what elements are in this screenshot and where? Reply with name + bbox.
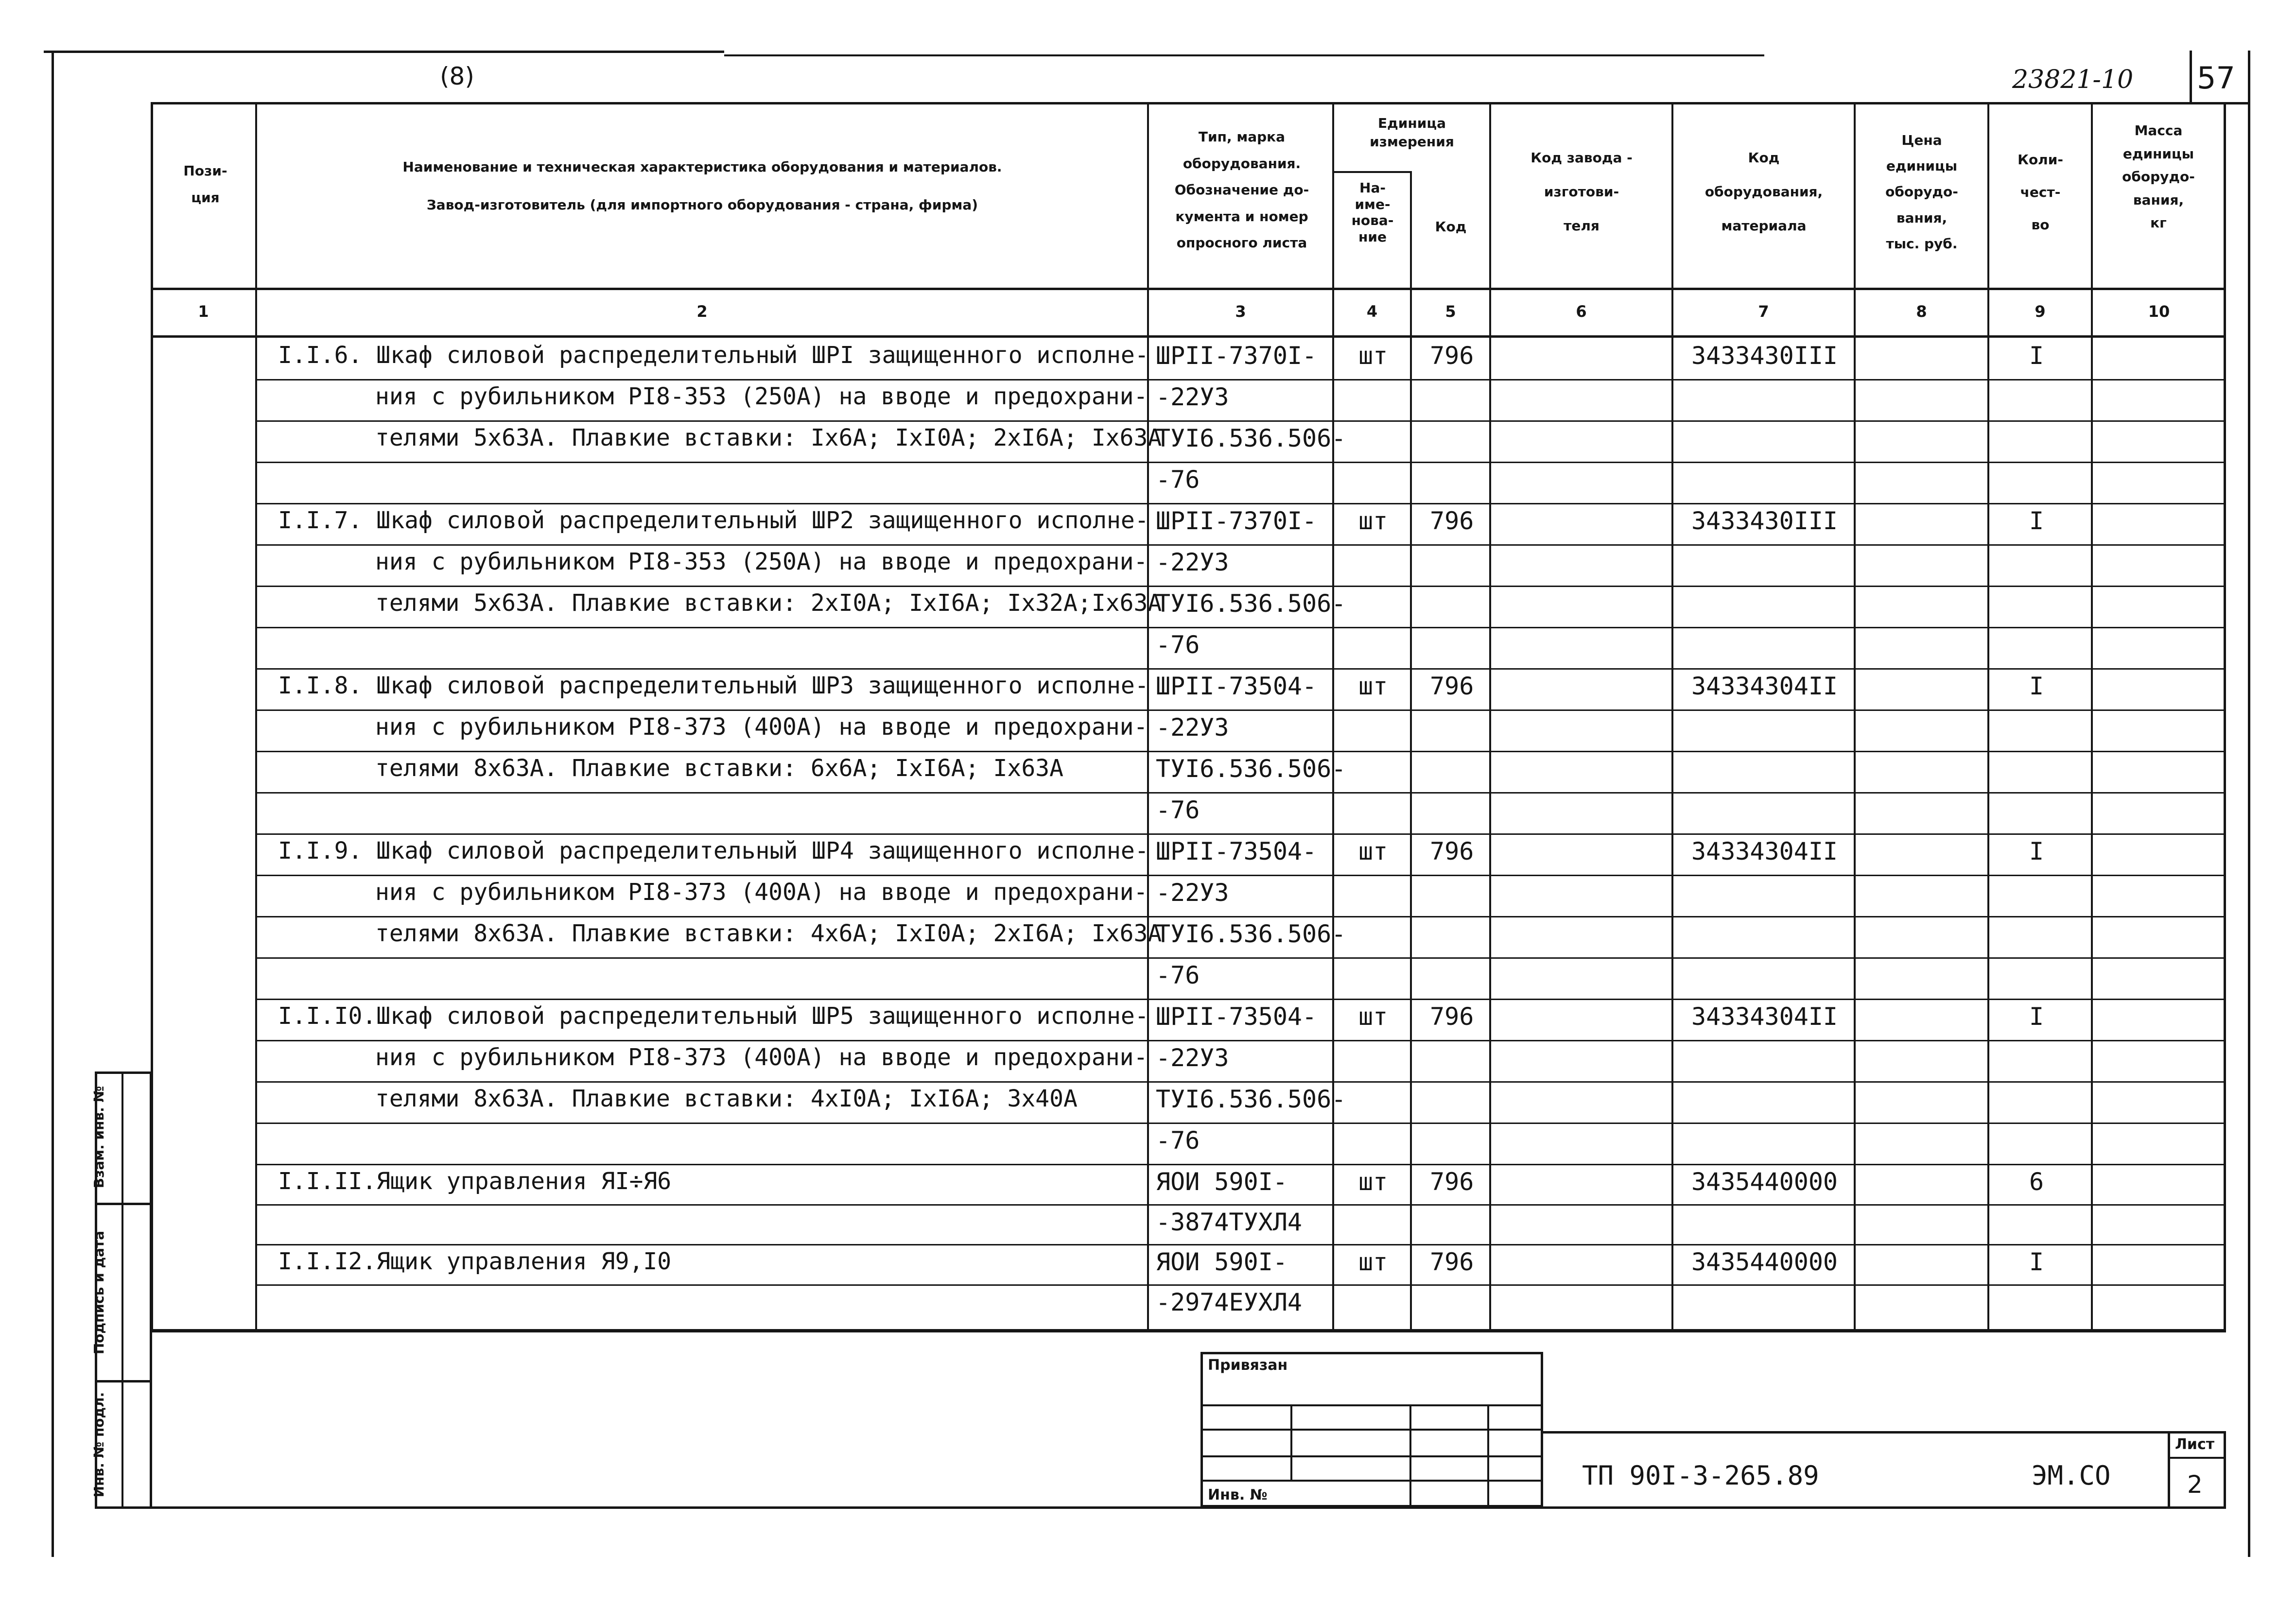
column-number: 6 (1576, 302, 1587, 321)
cell-type: ТУI6.536.506- (1156, 920, 1346, 948)
linked-col-3 (1487, 1404, 1489, 1506)
cell-type: ТУI6.536.506- (1156, 1085, 1346, 1113)
cell-type: -22У3 (1156, 548, 1229, 576)
cell-type: ШРII-73504- (1156, 837, 1317, 865)
cell-unit-code: 796 (1430, 342, 1474, 370)
row-line (256, 999, 2226, 1000)
page-number-box-left (2190, 51, 2192, 104)
cell-equip-code: 3435440000 (1691, 1248, 1838, 1276)
header-bottom-line (151, 288, 2226, 290)
row-line (256, 1204, 2226, 1206)
header-position: Пози- ция (183, 163, 227, 206)
cell-type: -76 (1156, 631, 1200, 659)
cell-name: ния с рубильником PI8-373 (400A) на вводе и предохрани- (375, 1044, 1148, 1071)
row-line (256, 875, 2226, 876)
column-number: 3 (1235, 302, 1246, 321)
cell-name: ния с рубильником PI8-353 (250A) на вводе и предохрани- (375, 548, 1148, 575)
row-line (256, 1284, 2226, 1286)
frame-top-line-right (724, 54, 1764, 56)
header-type: Тип, марка оборудования. Обозначение до- кумента и номер опросного листа (1174, 129, 1309, 251)
cell-type: ШРII-7370I- (1156, 342, 1317, 370)
cell-type: -76 (1156, 961, 1200, 989)
cell-type: -22У3 (1156, 1044, 1229, 1072)
cell-type: -76 (1156, 466, 1200, 494)
cell-quantity: I (2029, 837, 2044, 865)
header-name: Наименование и техническая характеристика оборудования и материалов. Завод-изготовитель (для импортного оборудования - страна, фирма) (402, 159, 1002, 213)
frame-top-line (44, 51, 724, 53)
cell-equip-code: 34334304II (1691, 1002, 1838, 1031)
header-price: Цена единицы оборудо- вания, тыс. руб. (1885, 132, 1958, 252)
inv-no-sub-label: Инв. № подл. (91, 1392, 107, 1498)
linked-sep-1 (1200, 1404, 1543, 1406)
row-line (256, 1040, 2226, 1041)
inv-no-label: Инв. № (1208, 1486, 1268, 1503)
cell-unit: шт (1358, 1248, 1388, 1276)
linked-label: Привязан (1208, 1357, 1288, 1374)
cell-type: -76 (1156, 796, 1200, 824)
cell-type: -2974ЕУХЛ4 (1156, 1288, 1303, 1316)
header-quantity: Коли- чест- во (2018, 152, 2063, 233)
cell-name: I.I.II.Ящик управления ЯI÷Я6 (278, 1168, 672, 1195)
header-unit: Единица измерения (1370, 115, 1454, 150)
cell-name: ния с рубильником PI8-353 (250A) на вводе и предохрани- (375, 383, 1148, 410)
linked-sep-3 (1200, 1455, 1543, 1457)
cell-unit-code: 796 (1430, 1168, 1474, 1196)
cell-unit-code: 796 (1430, 672, 1474, 700)
column-number: 4 (1366, 302, 1378, 321)
column-line (1854, 102, 1856, 1331)
replace-inv-label: Взам. инв. № (91, 1086, 107, 1189)
cell-type: ЯОИ 590I- (1156, 1248, 1287, 1276)
cell-quantity: I (2029, 507, 2044, 535)
cell-unit-code: 796 (1430, 837, 1474, 865)
stamp-top-line (1543, 1431, 2226, 1434)
cell-quantity: I (2029, 1002, 2044, 1031)
row-line (256, 751, 2226, 752)
column-number: 1 (198, 302, 209, 321)
sheet-label: Лист (2175, 1436, 2215, 1453)
cell-name: I.I.6. Шкаф силовой распределительный ШРI защищенного исполне- (278, 342, 1149, 369)
cell-quantity: I (2029, 342, 2044, 370)
table-bottom-line (151, 1330, 2226, 1332)
title-block-top (151, 1506, 2226, 1509)
cell-type: ШРII-73504- (1156, 1002, 1317, 1031)
cell-unit: шт (1358, 672, 1388, 700)
cell-quantity: I (2029, 1248, 2044, 1276)
archive-number: 23821-10 (2012, 65, 2134, 94)
cell-type: -3874ТУХЛ4 (1156, 1208, 1303, 1236)
sheet-box-sep (2168, 1457, 2226, 1459)
linked-col-2 (1409, 1404, 1411, 1506)
row-line (256, 833, 2226, 835)
cell-unit: шт (1358, 507, 1388, 535)
cell-unit: шт (1358, 342, 1388, 370)
cell-equip-code: 34334304II (1691, 837, 1838, 865)
cell-quantity: I (2029, 672, 2044, 700)
cell-name: I.I.9. Шкаф силовой распределительный ШР4 защищенного исполне- (278, 837, 1149, 864)
cell-name: I.I.I0.Шкаф силовой распределительный ШР5 защищенного исполне- (278, 1002, 1149, 1030)
cell-type: ЯОИ 590I- (1156, 1168, 1287, 1196)
linked-sep-2 (1200, 1429, 1543, 1431)
row-line (256, 462, 2226, 463)
cell-type: -22У3 (1156, 383, 1229, 411)
side-stamp-sep-1 (95, 1203, 152, 1205)
number-row-bottom-line (151, 335, 2226, 338)
document-code: ТП 90I-3-265.89 (1582, 1460, 1819, 1491)
column-line (1671, 102, 1673, 1331)
cell-name: ния с рубильником PI8-373 (400A) на вводе и предохрани- (375, 879, 1148, 906)
header-plant-code: Код завода - изготови- теля (1531, 150, 1633, 234)
row-line (256, 379, 2226, 380)
cell-name: I.I.7. Шкаф силовой распределительный ШР2 защищенного исполне- (278, 507, 1149, 534)
cell-type: ШРII-73504- (1156, 672, 1317, 700)
frame-right-line (2248, 51, 2250, 1557)
column-number: 7 (1758, 302, 1769, 321)
cell-unit: шт (1358, 837, 1388, 865)
cell-name: телями 8х63А. Плавкие вставки: 4х6А; IхI0А; 2хI6А; Iх63А (375, 920, 1162, 947)
row-line (256, 544, 2226, 546)
cell-type: -22У3 (1156, 879, 1229, 907)
row-line (256, 1164, 2226, 1165)
cell-name: телями 5х63А. Плавкие вставки: 2хI0А; IхI6А; Iх32А;Iх63А (375, 589, 1162, 617)
cell-type: ШРII-7370I- (1156, 507, 1317, 535)
unit-split-line (1334, 171, 1411, 173)
cell-name: I.I.8. Шкаф силовой распределительный ШР3 защищенного исполне- (278, 672, 1149, 699)
row-line (256, 1123, 2226, 1124)
cell-type: ТУI6.536.506- (1156, 589, 1346, 618)
cell-name: телями 8х63А. Плавкие вставки: 4хI0А; IхI6А; 3х40А (375, 1085, 1078, 1112)
column-number: 2 (696, 302, 708, 321)
cell-name: ния с рубильником PI8-373 (400A) на вводе и предохрани- (375, 713, 1148, 741)
row-line (256, 916, 2226, 917)
cell-unit: шт (1358, 1168, 1388, 1196)
row-line (256, 503, 2226, 504)
document-mark: ЭМ.СО (2032, 1460, 2111, 1491)
cell-unit-code: 796 (1430, 1002, 1474, 1031)
cell-unit-code: 796 (1430, 1248, 1474, 1276)
cell-type: -22У3 (1156, 713, 1229, 742)
row-line (256, 420, 2226, 422)
row-line (256, 792, 2226, 794)
row-line (256, 586, 2226, 587)
header-equip-code: Код оборудования, материала (1705, 150, 1823, 234)
cell-quantity: 6 (2029, 1168, 2044, 1196)
column-line (1489, 102, 1491, 1331)
row-line (256, 1244, 2226, 1245)
side-stamp-divider (122, 1071, 123, 1509)
column-number: 9 (2035, 302, 2046, 321)
cell-equip-code: 34334304II (1691, 672, 1838, 700)
signature-date-label: Подпись и дата (91, 1230, 107, 1355)
linked-sep-4 (1200, 1480, 1543, 1482)
cell-unit: шт (1358, 1002, 1388, 1031)
row-line (256, 627, 2226, 628)
linked-col-1 (1290, 1404, 1292, 1480)
cell-equip-code: 3433430III (1691, 342, 1838, 370)
header-mass: Масса единицы оборудо- вания, кг (2122, 122, 2195, 231)
row-line (256, 709, 2226, 711)
cell-equip-code: 3433430III (1691, 507, 1838, 535)
cell-type: -76 (1156, 1126, 1200, 1155)
cell-name: телями 5х63А. Плавкие вставки: Iх6А; IхI0А; 2хI6А; Iх63А (375, 424, 1162, 451)
page-number: 57 (2197, 60, 2235, 96)
column-line (1332, 102, 1334, 1331)
column-line (1987, 102, 1989, 1331)
sheet-number: 2 (2187, 1470, 2203, 1499)
column-number: 10 (2148, 302, 2170, 321)
row-line (256, 1081, 2226, 1083)
cell-type: ТУI6.536.506- (1156, 424, 1346, 452)
header-unit-name: На- име- нова- ние (1351, 180, 1394, 245)
column-number: 5 (1445, 302, 1456, 321)
column-number: 8 (1916, 302, 1927, 321)
ref-mark: (8) (440, 62, 474, 90)
cell-name: I.I.I2.Ящик управления Я9,I0 (278, 1248, 672, 1275)
frame-left-line (52, 51, 54, 1557)
cell-equip-code: 3435440000 (1691, 1168, 1838, 1196)
column-line (2091, 102, 2093, 1331)
row-line (256, 668, 2226, 670)
row-line (256, 957, 2226, 959)
cell-type: ТУI6.536.506- (1156, 755, 1346, 783)
cell-name: телями 8х63А. Плавкие вставки: 6х6А; IхI6А; Iх63А (375, 755, 1064, 782)
cell-unit-code: 796 (1430, 507, 1474, 535)
column-line (255, 102, 257, 1331)
header-unit-code: Код (1435, 219, 1467, 235)
